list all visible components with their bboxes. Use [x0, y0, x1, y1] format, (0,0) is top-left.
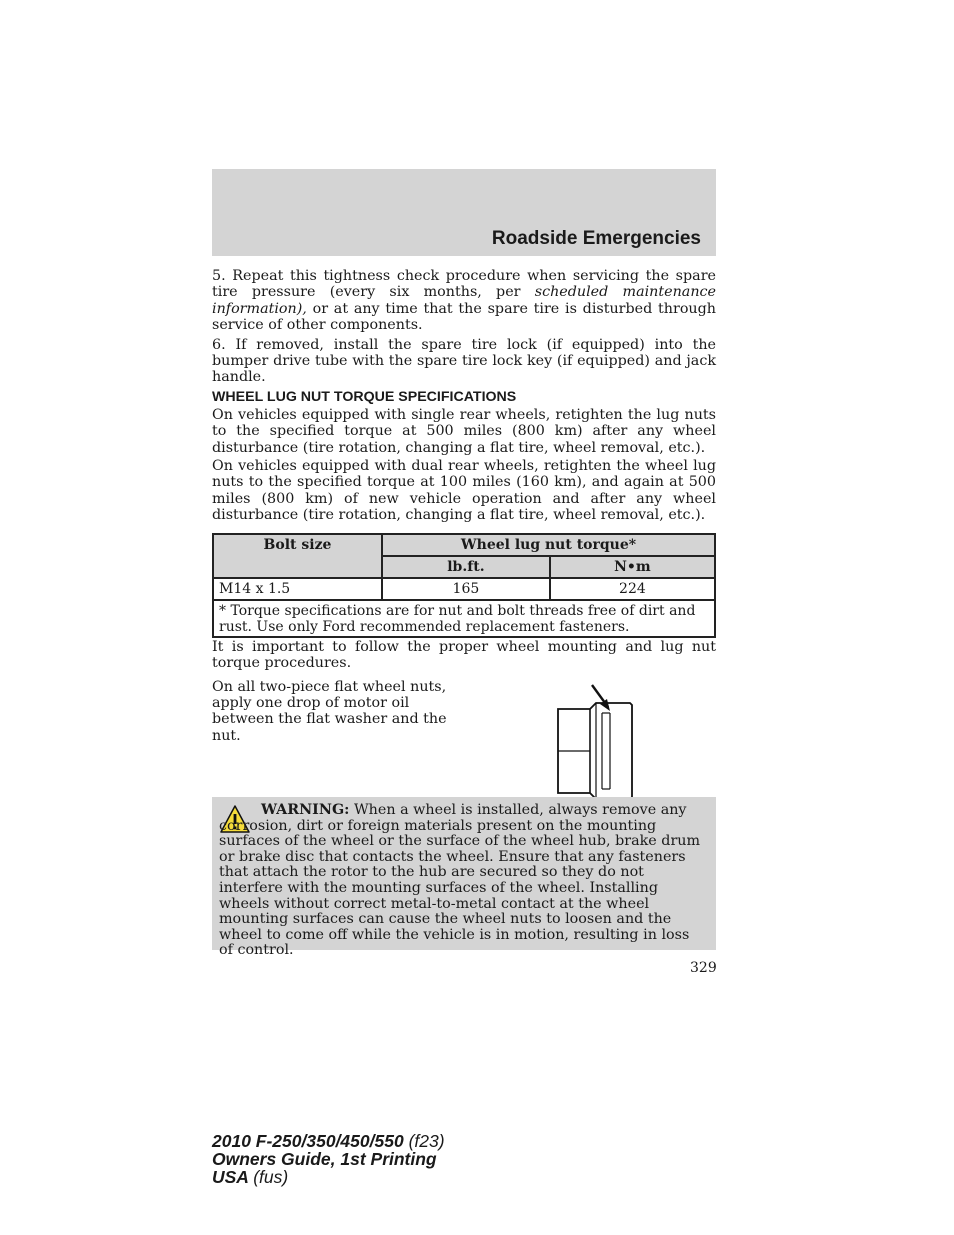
step-6-paragraph: 6. If removed, install the spare tire lock (if equipped) into the bumper drive tube with the spare tire lock key (if equipped) and jack handle. — [212, 336, 716, 386]
section-header-band — [212, 169, 716, 256]
footer-model: 2010 F-250/350/450/550 — [212, 1131, 404, 1151]
single-rear-paragraph: On vehicles equipped with single rear wheels, retighten the lug nuts to the specified torque at 500 miles (800 km) after any wheel disturbance (tire rotation, changing a flat tire, wheel removal, etc.). — [212, 406, 716, 456]
warning-body: When a wheel is installed, always remove any corrosion, dirt or foreign materials present on the mounting surfaces of the wheel or the surface of the wheel hub, brake drum or brake disc that contacts the wheel. Ensure that any fasteners that attach the rotor to the hub are secured so they do not interfere with the mounting surfaces of the wheel. Installing wheels without correct metal-to-metal contact at the wheel mounting surfaces can cause the wheel nuts to loosen and the wheel to come off while the vehicle is in motion, resulting in loss of control. — [219, 802, 701, 959]
warning-label: WARNING: — [261, 802, 350, 818]
step-5-paragraph — [212, 268, 716, 334]
mounting-note: It is important to follow the proper wheel mounting and lug nut torque procedures. — [212, 638, 716, 672]
footer-market: USA — [212, 1167, 249, 1187]
step-5-text-b: or at any time that the spare tire is disturbed through service of other components. — [212, 300, 716, 334]
maintenance-reference: scheduled maintenance information), — [212, 284, 716, 317]
oil-note-section — [212, 679, 716, 807]
section-title: Roadside Emergencies — [491, 228, 701, 249]
cell-nm: 224 — [550, 578, 715, 600]
wheel-nut-illustration — [552, 673, 662, 803]
page-number: 329 — [690, 960, 717, 976]
cell-bolt-size: M14 x 1.5 — [213, 578, 382, 600]
table-footnote: * Torque specifications are for nut and bolt threads free of dirt and rust. Use only Ford recommended replacement fasteners. — [213, 600, 715, 637]
header-lbft: lb.ft. — [382, 556, 550, 578]
footer-market-code: (fus) — [253, 1167, 289, 1187]
page-content — [212, 268, 716, 807]
warning-text — [219, 803, 701, 959]
dual-rear-paragraph: On vehicles equipped with dual rear wheels, retighten the wheel lug nuts to the specified torque at 100 miles (160 km), and again at 500 miles (800 km) of new vehicle operation and after any wheel disturbance (tire rotation, changing a flat tire, wheel removal, etc.). — [212, 458, 716, 524]
step-5-text-a: 5. Repeat this tightness check procedure when servicing the spare tire pressure (every six months, per — [212, 268, 716, 301]
cell-lbft: 165 — [382, 578, 550, 600]
oil-note: On all two-piece flat wheel nuts, apply one drop of motor oil between the flat washer and the nut. — [212, 678, 447, 744]
header-bolt-size: Bolt size — [213, 534, 382, 578]
warning-box — [212, 797, 716, 959]
table-row — [213, 578, 715, 600]
document-footer — [212, 1132, 445, 1186]
torque-table — [212, 533, 716, 638]
footer-guide: Owners Guide, 1st Printing — [212, 1149, 437, 1169]
torque-spec-heading: WHEEL LUG NUT TORQUE SPECIFICATIONS — [212, 388, 517, 405]
header-nm: N•m — [550, 556, 715, 578]
footer-model-code: (f23) — [408, 1131, 445, 1151]
header-torque: Wheel lug nut torque* — [382, 534, 715, 556]
